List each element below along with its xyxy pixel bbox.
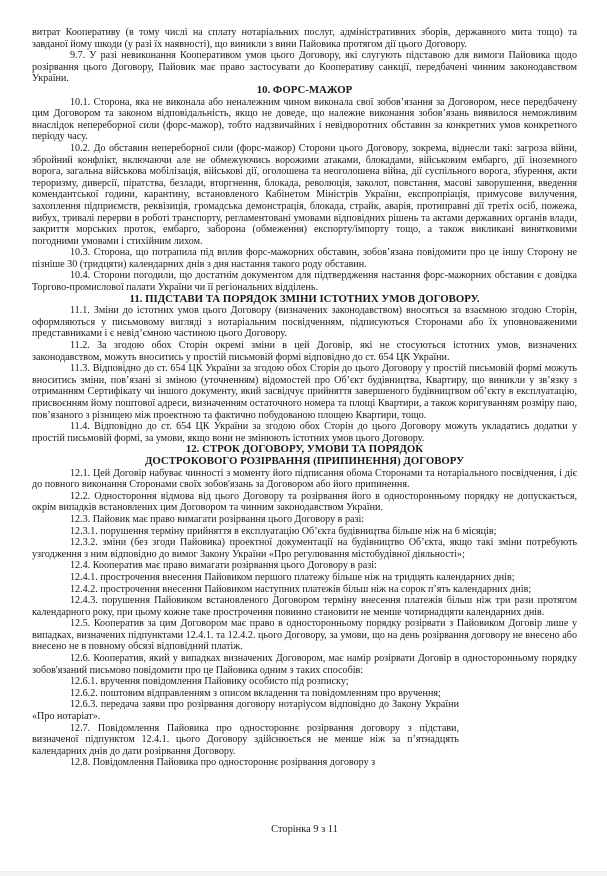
para-10-2: 10.2. До обставин непереборної сили (форс-мажор) Сторони цього Договору, зокрема, віднесли такі: загроза війни, збройний конфлікт, включаючи але не обмежуючись ворожими атаками, блокадами, військовим ембарго, дії іноземного ворога, загальна військова мобілізація, військові дії, оголошена та неоголошена війна, дії суспільного ворога, збурення, акти тероризму, диверсії, піратства, безлади, вторгнення, блокада, революція, заколот, повстання, масові заворушення, введення комендантської години, карантину, встановленого Кабінетом Міністрів України, експропріація, примусове вилучення, захоплення підприємств, реквізиція, громадська демонстрація, блокада, страйк, аварія, протиправні дії третіх осіб, пожежа, вибух, тривалі перерви в роботі транспорту, регламентовані умовами відповідних рішень та актами державних органів влади, закриття морських проток, ембарго, заборона (обмеження) експорту/імпорту тощо, а також викликані винятковими погодними умовами і стихійним лихом. — [32, 142, 577, 247]
para-10-4: 10.4. Сторони погодили, що достатнім документом для підтвердження настання форс-мажорних обставин є довідка Торгово-промислової палати України чи її регіональних відділень. — [32, 270, 577, 294]
para-12-4-2: 12.4.2. прострочення внесення Пайовиком наступних платежів більш ніж на сорок п’ять календарних днів; — [70, 583, 532, 595]
para-12-4-3: 12.4.3. порушення Пайовиком встановленого Договором терміну внесення платежів більш ніж три рази протягом календарного року, при цьому кожне таке прострочення повинно становити не менше чотирнадцяти календарних днів. — [32, 595, 577, 618]
para-12-2: 12.2. Одностороння відмова від цього Договору та розірвання його в односторонньому порядку не допускається, окрім випадків встановлених цим Договором та чинним законодавством України. — [32, 490, 577, 514]
section-heading-12-line2: ДОСТРОКОВОГО РОЗІРВАННЯ (ПРИПИНЕННЯ) ДОГОВОРУ — [144, 454, 465, 467]
scan-bottom-edge — [0, 871, 607, 876]
para-continuation: витрат Кооперативу (в тому числі на сплату нотаріальних послуг, адміністративних зборів, державного мита тощо) та завданої йому шкоди (у разі їх наявності), що виникли з вини Пайовика протягом дії цього Договору. — [32, 27, 577, 50]
para-9-7: 9.7. У разі невиконання Кооперативом умов цього Договору, які слугують підставою для вимоги Пайовика щодо розірвання цього Договору, Пайовик має право застосувати до Кооперативу санкції, передбачені чинним законодавством України. — [32, 50, 577, 85]
para-12-6-3: 12.6.3. передача заяви про розірвання договору нотаріусом відповідно до Закону України «Про нотаріат». — [32, 699, 459, 723]
para-10-1: 10.1. Сторона, яка не виконала або неналежним чином виконала свої зобов’язання за Договором, несе передбачену цим Договором та законом відповідальність, якщо не доведе, що належне виконання зобов’язань виявилося неможливим внаслідок непереборної сили (форс-мажор), тобто надзвичайних і невідворотних обставин за конкретних умов конкретного періоду часу. — [32, 96, 577, 143]
para-12-3: 12.3. Пайовик має право вимагати розірвання цього Договору в разі: — [70, 513, 365, 525]
para-11-2: 11.2. За згодою обох Сторін окремі зміни в цей Договір, які не стосуються істотних умов, визначених законодавством, можуть вноситись у простій письмовій формі відповідно до ст. 654 ЦК України. — [32, 340, 577, 363]
para-12-4: 12.4. Кооператив має право вимагати розірвання цього Договору в разі: — [70, 560, 377, 572]
para-12-5: 12.5. Кооператив за цим Договором має право в односторонньому порядку розірвати з Пайовиком Договір лише у випадках, визначених підпунктами 12.4.1. та 12.4.2. цього Договору, за умови, що на день розірвання договору не внесено або внесено не в повному обсязі відповідний платіж. — [32, 618, 577, 653]
para-11-3: 11.3. Відповідно до ст. 654 ЦК України за згодою обох Сторін до цього Договору у простій письмовій формі можуть вноситись зміни, пов’язані зі зміною (уточненням) відомостей про Об’єкт будівництва, Квартиру, що виникли у зв’язку з отриманням Сертифікату чи іншого документу, який засвідчує прийняття завершеного будівництвом об’єкту в експлуатацію, присвоєнням йому поштової адреси, визначенням остаточного номера та площі Квартири, а також коригуванням розміру паю, пов’язаного з різницею між проектною та фактично побудованою площею Квартири, тощо. — [32, 363, 577, 421]
para-10-3: 10.3. Сторона, що потрапила під вплив форс-мажорних обставин, зобов’язана повідомити про це іншу Сторону не пізніше 30 (тридцяти) календарних днів з дня настання такого роду обставин. — [32, 247, 577, 270]
para-12-4-1: 12.4.1. прострочення внесення Пайовиком першого платежу більше ніж на тридцять календарних днів; — [70, 571, 515, 583]
para-12-8: 12.8. Повідомлення Пайовика про одностороннє розірвання договору з — [70, 757, 376, 769]
para-12-3-2: 12.3.2. зміни (без згоди Пайовика) проектної документації на будівництво Об’єкта, якщо такі зміни потребують узгодження з ним відповідно до вимог Закону України «Про регулювання містобудівної діяльності»; — [32, 537, 577, 560]
para-12-6: 12.6. Кооператив, який у випадках визначених Договором, має намір розірвати Договір в односторонньому порядку зобов'язаний письмово повідомити про це Пайовика одним з таких способів: — [32, 653, 577, 676]
section-heading-12-line1: 12. СТРОК ДОГОВОРУ, УМОВИ ТА ПОРЯДОК — [185, 443, 424, 456]
section-heading-10: 10. ФОРС-МАЖОР — [256, 83, 353, 96]
para-12-7: 12.7. Повідомлення Пайовика про одностороннє розірвання договору з підстави, визначеної підпунктом 12.4.1. цього Договору здійснюється не менше ніж за п’ятнадцять календарних днів до дати розірвання Договору. — [32, 722, 459, 757]
para-11-1: 11.1. Зміни до істотних умов цього Договору (визначених законодавством) вносяться за взаємною згодою Сторін, оформляються у письмовому вигляді з нотаріальним посвідченням, підписуються Сторонами або їх уповноваженими представниками і є невід’ємною частиною цього Договору. — [32, 305, 577, 340]
para-12-6-2: 12.6.2. поштовим відправленням з описом вкладення та повідомленням про вручення; — [70, 687, 441, 699]
para-12-1: 12.1. Цей Договір набуває чинності з моменту його підписання обома Сторонами та нотаріального посвідчення, і діє до повного виконання Сторонами своїх зобов'язань за Договором або його припинення. — [32, 467, 577, 491]
para-12-3-1: 12.3.1. порушення терміну прийняття в експлуатацію Об’єкта будівництва більше ніж на 6 місяців; — [70, 525, 497, 537]
page-number-footer: Сторінка 9 з 11 — [271, 824, 338, 835]
section-heading-11: 11. ПІДСТАВИ ТА ПОРЯДОК ЗМІНИ ІСТОТНИХ УМОВ ДОГОВОРУ. — [129, 292, 480, 305]
para-11-4: 11.4. Відповідно до ст. 654 ЦК України за згодою обох Сторін до цього Договору можуть укладатись додатки у простій письмовій формі, за умови, якщо вони не змінюють істотних умов цього Договору. — [32, 421, 577, 444]
contract-text-column — [32, 27, 577, 769]
para-12-6-1: 12.6.1. вручення повідомлення Пайовику особисто під розписку; — [70, 676, 349, 688]
